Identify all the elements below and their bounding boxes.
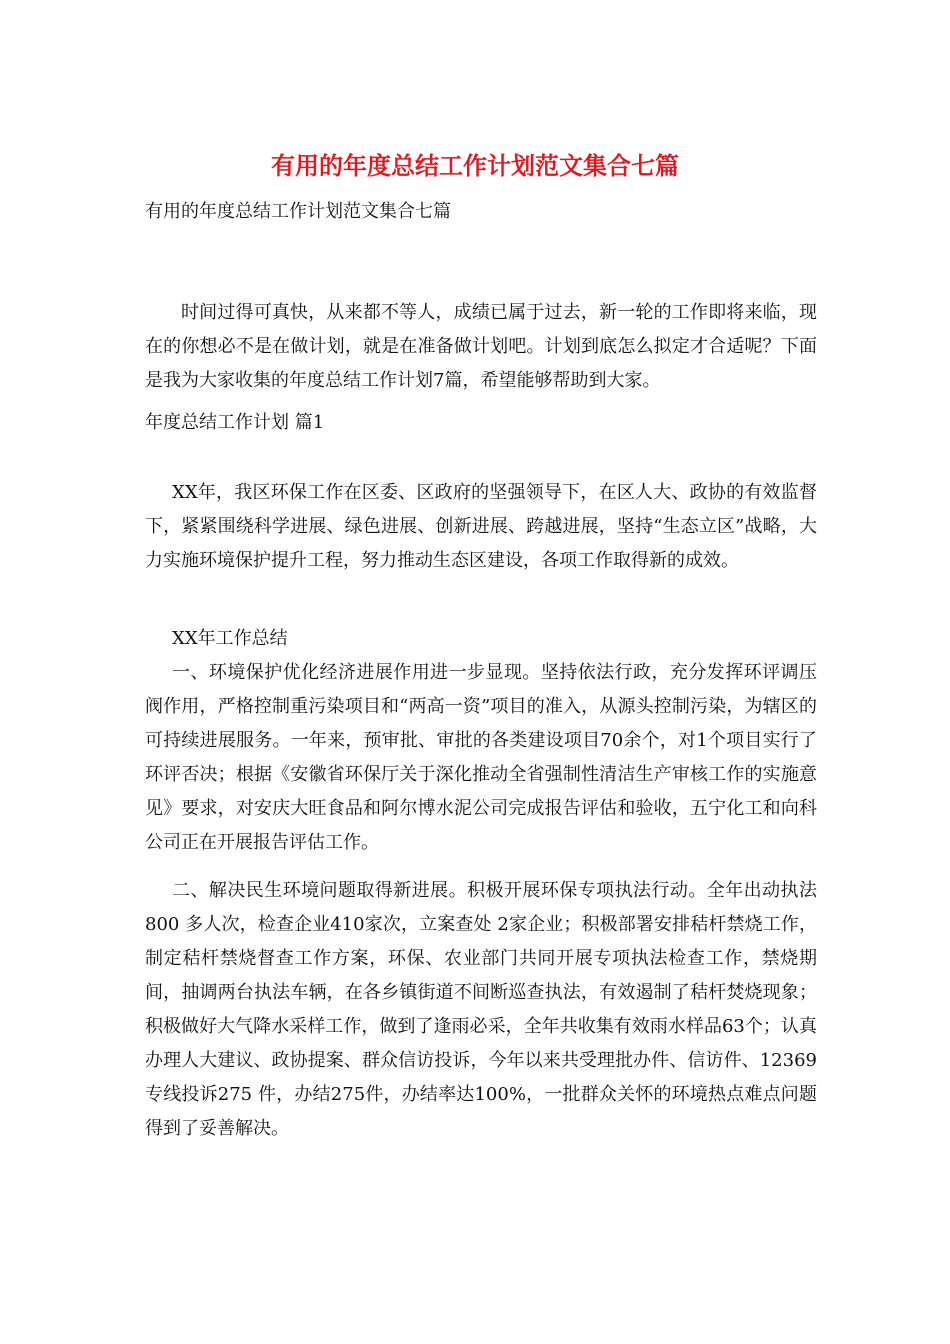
summary-heading: XX年工作总结 [172,628,288,649]
body-paragraph: 一、环境保护优化经济进展作用进一步显现。坚持依法行政，充分发挥环评调压阀作用，严格控制重污染项目和“两高一资”项目的准入，从源头控制污染，为辖区的可持续进展服务。一年来，预审批、审批的各类建设项目70余个，对1个项目实行了环评否决；根据《安徽省环保厅关于深化推动全省强制性清洁生产审核工作的实施意见》要求，对安庆大旺食品和阿尔博水泥公司完成报告评估和验收，五宁化工和向科公司正在开展报告评估工作。 [145,662,817,853]
body-paragraph: 二、解决民生环境问题取得新进展。积极开展环保专项执法行动。全年出动执法 800 多人次，检查企业410家次，立案查处 2家企业；积极部署安排秸杆禁烧工作，制定秸杆禁烧督查工作方案，环保、农业部门共同开展专项执法检查工作，禁烧期间，抽调两台执法车辆，在各乡镇街道不间断巡查执法，有效遏制了秸杆焚烧现象；积极做好大气降水采样工作，做到了逢雨必采，全年共收集有效雨水样品63个；认真办理人大建议、政协提案、群众信访投诉，今年以来共受理批办件、信访件、12369专线投诉275 件，办结275件，办结率达100%，一批群众关怀的环境热点难点问题得到了妥善解决。 [145,880,817,1139]
document-subtitle: 有用的年度总结工作计划范文集合七篇 [145,201,451,222]
intro-paragraph: 时间过得可真快，从来都不等人，成绩已属于过去，新一轮的工作即将来临，现在的你想必不是在做计划，就是在准备做计划吧。计划到底怎么拟定才合适呢？下面是我为大家收集的年度总结工作计划7篇，希望能够帮助到大家。 [145,302,817,391]
document-title: 有用的年度总结工作计划范文集合七篇 [271,151,679,180]
body-paragraph: XX年，我区环保工作在区委、区政府的坚强领导下，在区人大、政协的有效监督下，紧紧围绕科学进展、绿色进展、创新进展、跨越进展，坚持“生态立区”战略，大力实施环境保护提升工程，努力推动生态区建设，各项工作取得新的成效。 [145,482,817,571]
section-heading: 年度总结工作计划 篇1 [145,412,325,433]
